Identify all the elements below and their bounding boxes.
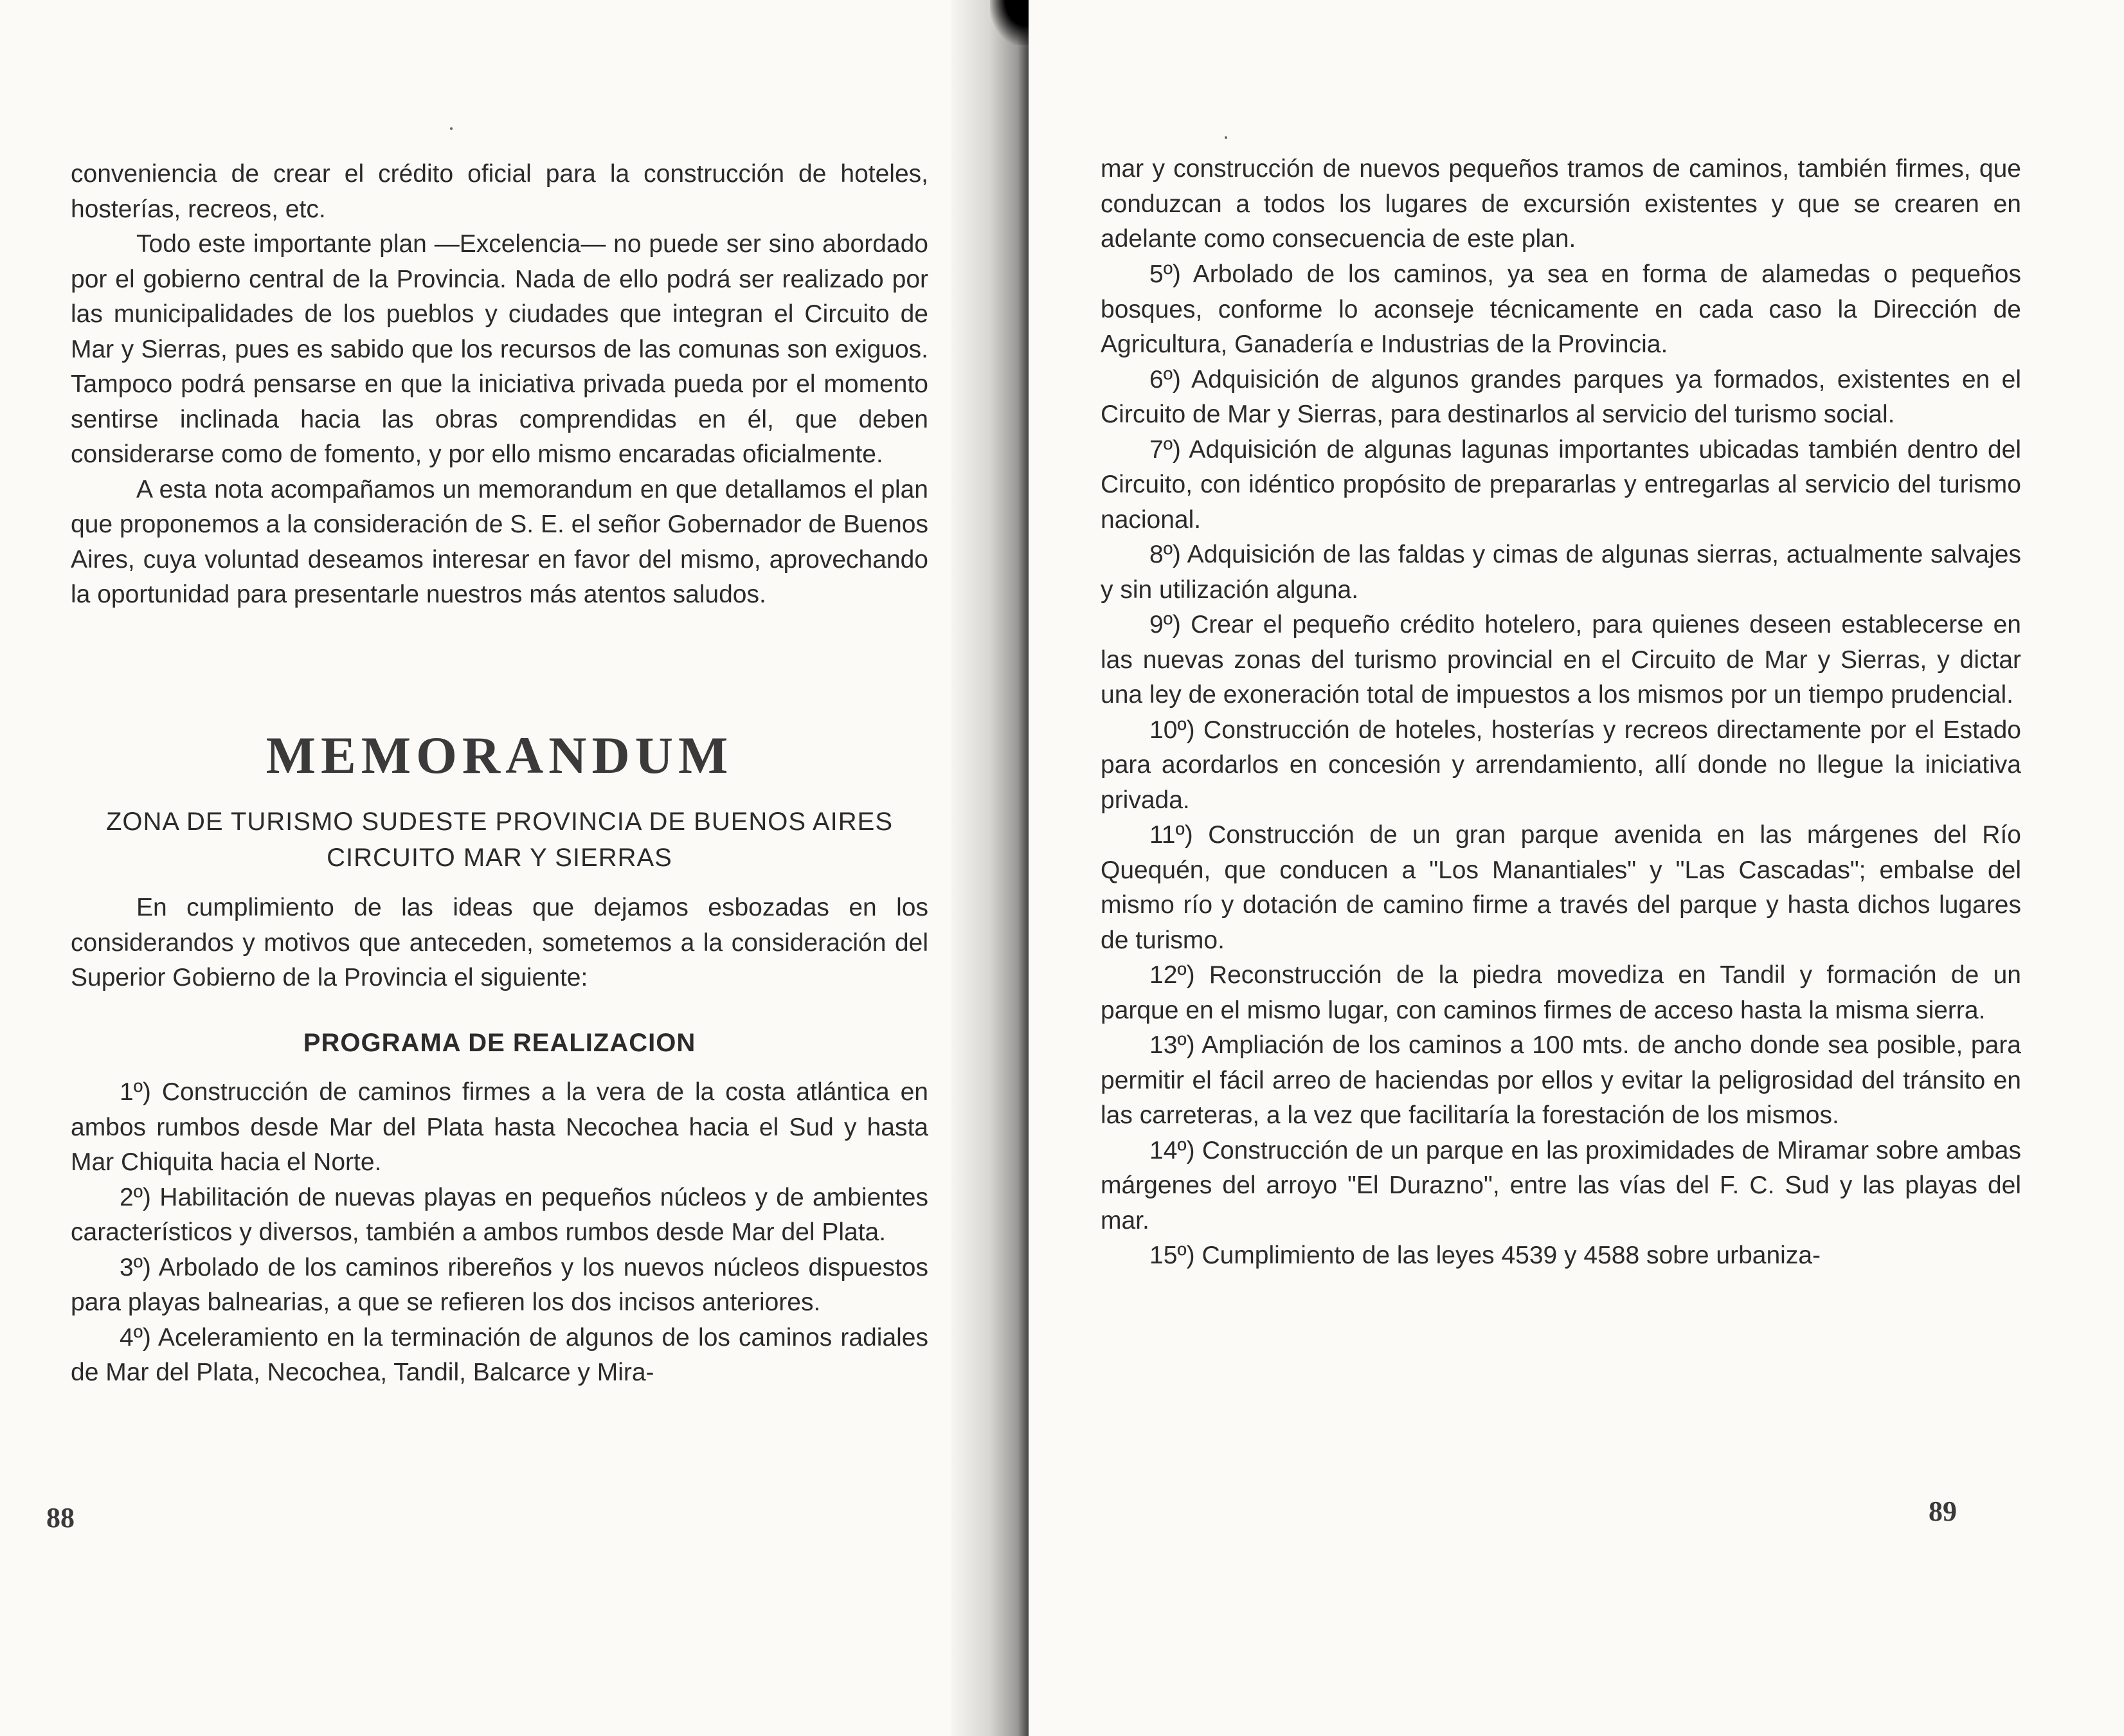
program-item: 15º) Cumplimiento de las leyes 4539 y 4588 sobre urbaniza-	[1149, 1242, 1821, 1269]
program-item: 5º) Arbolado de los caminos, ya sea en forma de alamedas o pequeños bosques, conforme lo aconseje técnicamente en cada caso la Dirección de Agricultura, Ganadería e Industrias de la Provincia.	[1101, 260, 2021, 358]
paper-speck	[1225, 136, 1227, 139]
page-number: 88	[46, 1502, 75, 1533]
paragraph: conveniencia de crear el crédito oficial para la construcción de hoteles, hosterías, recreos, etc.	[71, 160, 928, 223]
paper-speck	[450, 127, 453, 130]
program-items-left	[71, 1075, 928, 1391]
subtitle-line: CIRCUITO MAR Y SIERRAS	[327, 844, 672, 872]
program-item: 11º) Construcción de un gran parque avenida en las márgenes del Río Quequén, que conducen a "Los Manantiales" y "Las Cascadas"; embalse del mismo río y dotación de camino firme a través del parque y hasta dichos lugares de turismo.	[1101, 821, 2021, 954]
left-page	[0, 0, 1003, 1736]
program-item: 1º) Construcción de caminos firmes a la vera de la costa atlántica en ambos rumbos desde Mar del Plata hasta Necochea hacia el Sud y hasta Mar Chiquita hacia el Norte.	[71, 1078, 928, 1176]
program-item: 3º) Arbolado de los caminos ribereños y los nuevos núcleos dispuestos para playas balnearias, a que se refieren los dos incisos anteriores.	[71, 1253, 928, 1316]
program-item: 12º) Reconstrucción de la piedra movediza en Tandil y formación de un parque en el mismo lugar, con caminos firmes de acceso hasta la misma sierra.	[1101, 961, 2021, 1024]
page-number: 89	[1929, 1496, 1957, 1527]
right-page	[1029, 0, 2124, 1736]
subtitle-line: ZONA DE TURISMO SUDESTE PROVINCIA DE BUENOS AIRES	[105, 808, 894, 836]
program-item: 2º) Habilitación de nuevas playas en pequeños núcleos y de ambientes característicos y diversos, también a ambos rumbos desde Mar del Plata.	[71, 1183, 928, 1246]
paragraph: A esta nota acompañamos un memorandum en que detallamos el plan que proponemos a la consideración de S. E. el señor Gobernador de Buenos Aires, cuya voluntad deseamos interesar en favor del mismo, aprovechando la oportunidad para presentarle nuestros más atentos saludos.	[71, 475, 928, 608]
memorandum-subtitle	[71, 804, 928, 876]
paragraph: Todo este importante plan —Excelencia— no puede ser sino abordado por el gobierno central de la Provincia. Nada de ello podrá ser realizado por las municipalidades de los pueblos y ciudades que integran el Circuito de Mar y Sierras, pues es sabido que los recursos de las comunas son exiguos. Tampoco podrá pensarse en que la iniciativa privada pueda por el momento sentirse inclinada hacia las obras comprendidas en él, que deben considerarse como de fomento, y por ello mismo encaradas oficialmente.	[71, 230, 928, 468]
program-item: 9º) Crear el pequeño crédito hotelero, para quienes deseen establecerse en las nuevas zonas del turismo provincial en el Circuito de Mar y Sierras, y dictar una ley de exoneración total de impuestos a los mismos por un tiempo prudencial.	[1101, 611, 2021, 709]
program-heading: PROGRAMA DE REALIZACION	[303, 1029, 696, 1057]
memorandum-title: MEMORANDUM	[266, 726, 734, 784]
program-item: 4º) Aceleramiento en la terminación de algunos de los caminos radiales de Mar del Plata, Necochea, Tandil, Balcarce y Mira-	[71, 1323, 928, 1386]
program-item: 7º) Adquisición de algunas lagunas importantes ubicadas también dentro del Circuito, con idéntico propósito de prepararlas y entregarlas al servicio del turismo nacional.	[1101, 435, 2021, 534]
program-item: 10º) Construcción de hoteles, hosterías y recreos directamente por el Estado para acordarlos en concesión y arrendamiento, allí donde no llegue la iniciativa privada.	[1101, 716, 2021, 814]
program-item: 13º) Ampliación de los caminos a 100 mts. de ancho donde sea posible, para permitir el fácil arreo de haciendas por ellos y evitar la peligrosidad del tránsito en las carreteras, a la vez que facilitaría la forestación de los mismos.	[1101, 1031, 2021, 1129]
program-item: 8º) Adquisición de las faldas y cimas de algunas sierras, actualmente salvajes y sin utilización alguna.	[1101, 541, 2021, 604]
program-item: 14º) Construcción de un parque en las proximidades de Miramar sobre ambas márgenes del arroyo "El Durazno", entre las vías del F. C. Sud y las playas del mar.	[1101, 1136, 2021, 1234]
left-top-text	[71, 157, 928, 613]
right-continuation-text	[1101, 152, 2021, 257]
paragraph: mar y construcción de nuevos pequeños tramos de caminos, también firmes, que conduzcan a todos los lugares de excursión existentes y que se crearen en adelante como consecuencia de este plan.	[1101, 155, 2021, 253]
program-items-right	[1101, 257, 2021, 1274]
paragraph: En cumplimiento de las ideas que dejamos esbozadas en los considerandos y motivos que anteceden, sometemos a la consideración del Superior Gobierno de la Provincia el siguiente:	[71, 894, 928, 991]
memorandum-intro	[71, 891, 928, 996]
program-item: 6º) Adquisición de algunos grandes parques ya formados, existentes en el Circuito de Mar y Sierras, para destinarlos al servicio del turismo social.	[1101, 365, 2021, 428]
